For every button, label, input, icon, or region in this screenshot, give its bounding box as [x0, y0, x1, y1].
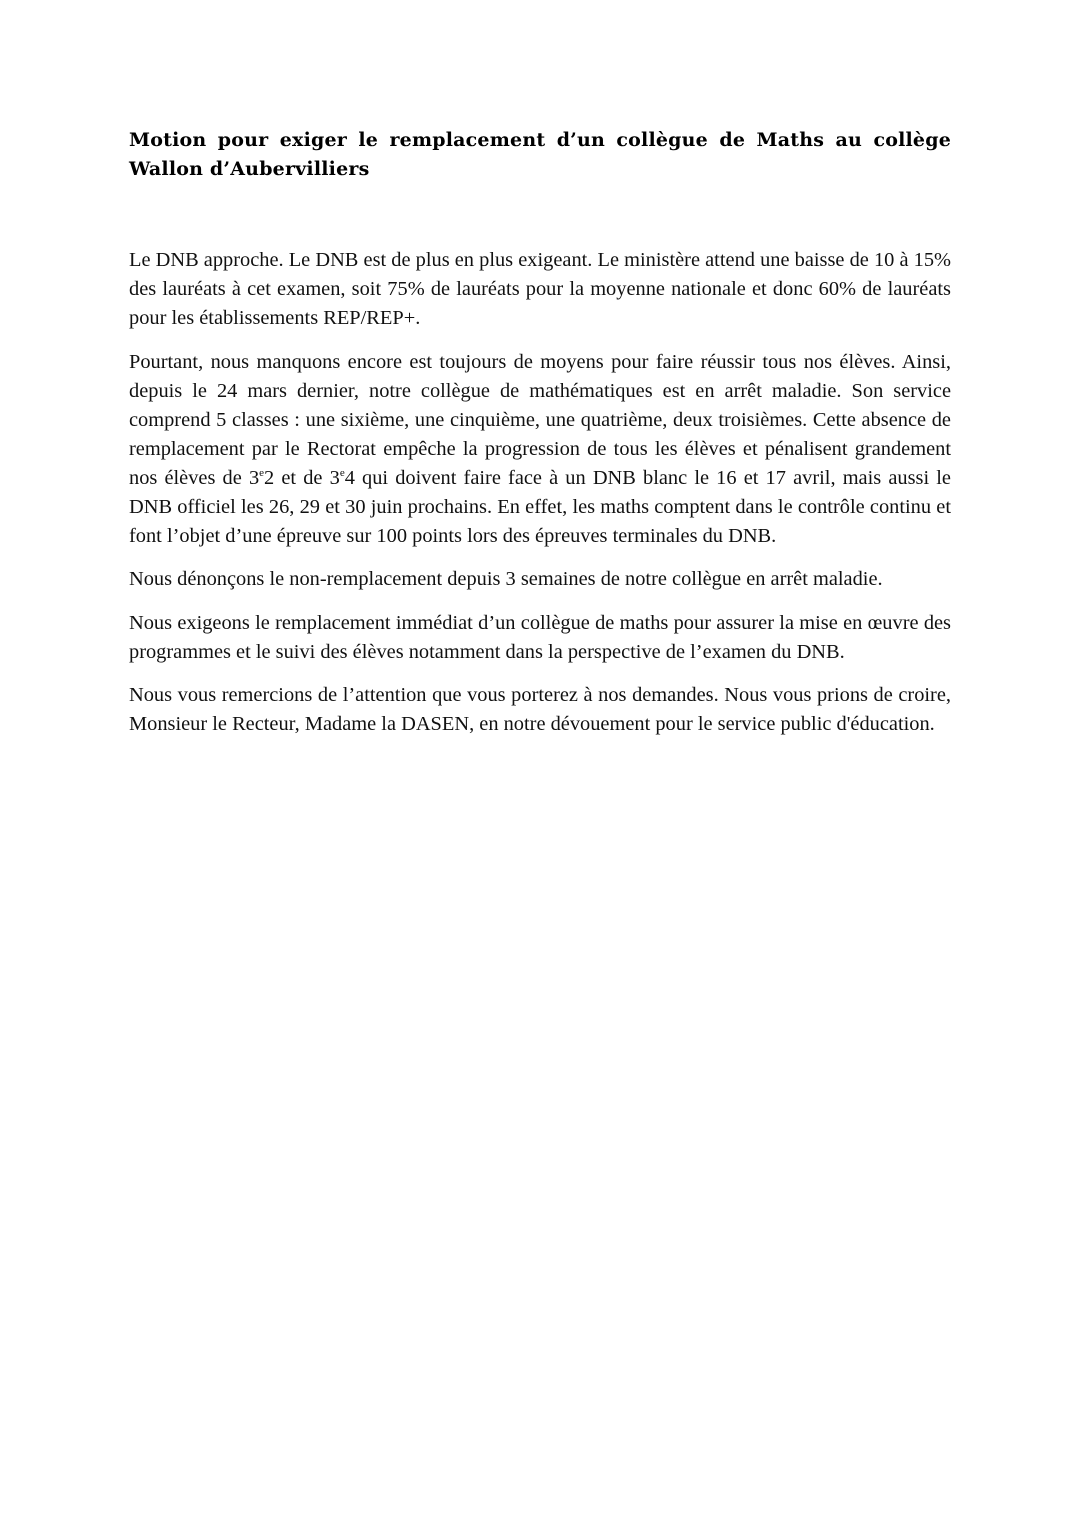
- paragraph-demand: Nous exigeons le remplacement immédiat d’un collègue de maths pour assurer la mise en œuvre des programmes et le suivi des élèves notamment dans la perspective de l’examen du DNB.: [129, 611, 951, 663]
- paragraph-text-segment: 4 qui doivent faire face à un DNB blanc le 16 et 17 avril, mais aussi le DNB officiel les 26, 29 et 30 juin prochains. En effet, les maths comptent dans le contrôle continu et font l’objet d’une épreuve sur 100 points lors des épreuves terminales du DNB.: [129, 466, 951, 547]
- paragraph-text-segment: Pourtant, nous manquons encore est toujours de moyens pour faire réussir tous nos élèves. Ainsi, depuis le 24 mars dernier, notre collègue de mathématiques est en arrêt maladie. Son service comprend 5 classes : une sixième, une cinquième, une quatrième, deux troisièmes. Cette absence de remplacement par le Rectorat empêche la progression de tous les élèves et pénalisent grandement nos élèves de 3: [129, 350, 951, 489]
- paragraph-text-segment: 2 et de 3: [264, 466, 340, 489]
- superscript-e: e: [339, 466, 345, 479]
- document-body: [129, 126, 951, 754]
- superscript-e: e: [259, 466, 265, 479]
- paragraph-closing: Nous vous remercions de l’attention que vous porterez à nos demandes. Nous vous prions de croire, Monsieur le Recteur, Madame la DASEN, en notre dévouement pour le service public d'éducation.: [129, 684, 951, 735]
- paragraph-denunciation: Nous dénonçons le non-remplacement depuis 3 semaines de notre collègue en arrêt maladie.: [129, 568, 883, 590]
- document-title: Motion pour exiger le remplacement d’un collègue de Maths au collège Wallon d’Aubervilliers: [129, 129, 951, 180]
- paragraph-absence-details: [129, 348, 951, 551]
- paragraph-dnb-context: Le DNB approche. Le DNB est de plus en plus exigeant. Le ministère attend une baisse de 10 à 15% des lauréats à cet examen, soit 75% de lauréats pour la moyenne nationale et donc 60% de lauréats pour les établissements REP/REP+.: [129, 249, 951, 329]
